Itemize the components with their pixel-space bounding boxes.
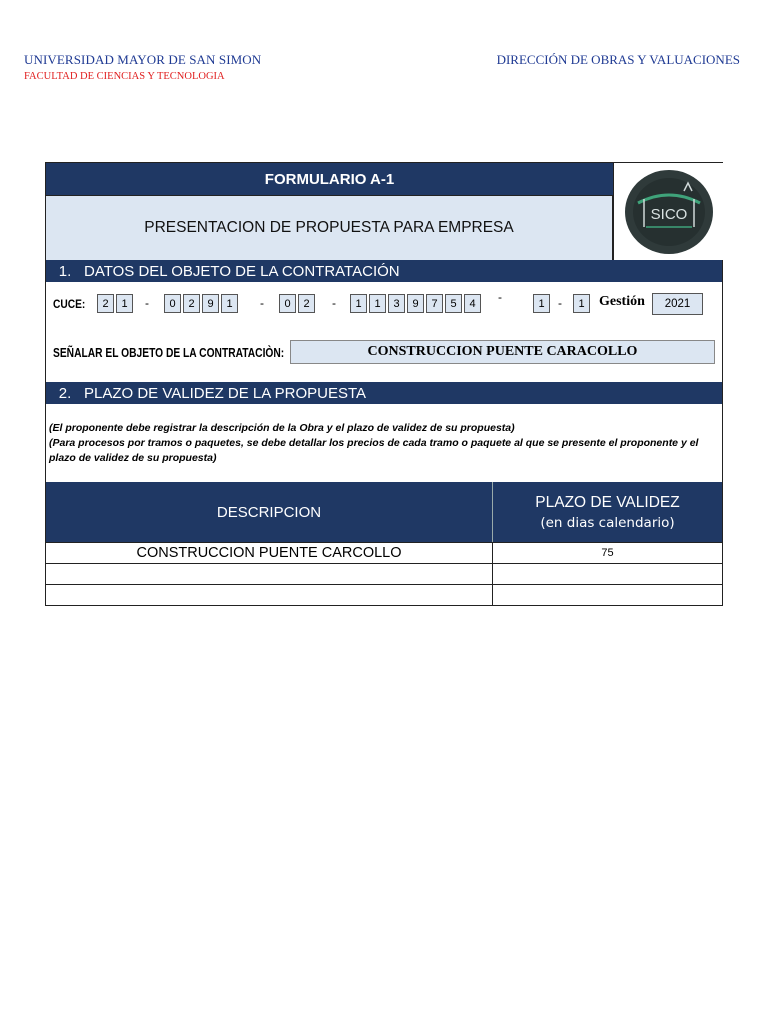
header-left [24,52,261,82]
cuce-digit[interactable]: 3 [388,294,405,313]
section-2-bar [46,382,722,404]
cuce-digit[interactable]: 1 [116,294,133,313]
cell-descripcion[interactable] [46,585,493,605]
cell-descripcion[interactable]: CONSTRUCCION PUENTE CARCOLLO [46,543,493,563]
cuce-dash: - [260,296,264,310]
cuce-digit[interactable]: 9 [202,294,219,313]
cell-plazo[interactable] [493,564,722,584]
section-1-title: DATOS DEL OBJETO DE LA CONTRATACIÓN [84,262,400,280]
objeto-field[interactable]: CONSTRUCCION PUENTE CARACOLLO [290,340,715,364]
cell-descripcion[interactable] [46,564,493,584]
column-header-descripcion: DESCRIPCION [46,482,493,542]
cuce-digit[interactable]: 0 [164,294,181,313]
cuce-digit[interactable]: 7 [426,294,443,313]
faculty-name: FACULTAD DE CIENCIAS Y TECNOLOGIA [24,71,225,82]
form-title: FORMULARIO A-1 [46,163,613,196]
table-row [46,563,722,584]
cuce-digit[interactable]: 0 [279,294,296,313]
cuce-digit[interactable]: 1 [221,294,238,313]
form-a1 [45,162,723,606]
direction-name: DIRECCIÓN DE OBRAS Y VALUACIONES [496,52,740,67]
cuce-digit[interactable]: 1 [573,294,590,313]
cuce-digit[interactable]: 2 [298,294,315,313]
table-header [46,482,722,542]
section-1-bar [46,260,722,282]
column-header-plazo-subtitle: (en dias calendario) [540,514,675,531]
gestion-field[interactable]: 2021 [652,293,703,315]
cuce-dash: - [332,296,336,310]
cuce-dash: - [498,290,502,304]
table-row [46,542,722,563]
section-2-number: 2. [58,384,72,402]
cuce-digit[interactable]: 1 [350,294,367,313]
gestion-label: Gestión [599,294,645,309]
note-line: (Para procesos por tramos o paquetes, se debe detallar los precios de cada tramo o paquete al que se presente el proponente y el plazo de validez de su propuesta) [49,437,699,464]
column-header-plazo-title: PLAZO DE VALIDEZ [535,493,680,511]
cuce-digit[interactable]: 9 [407,294,424,313]
cuce-digit[interactable]: 4 [464,294,481,313]
note-line: (El proponente debe registrar la descripción de la Obra y el plazo de validez de su propuesta) [49,422,515,434]
logo-text: SICO [650,205,687,223]
cuce-label: CUCE: [53,297,86,311]
section-2-title: PLAZO DE VALIDEZ DE LA PROPUESTA [84,384,367,402]
objeto-label: SEÑALAR EL OBJETO DE LA CONTRATACIÒN: [53,346,285,360]
university-name: UNIVERSIDAD MAYOR DE SAN SIMON [24,52,262,67]
instructions-note [49,421,721,466]
cell-plazo[interactable]: 75 [601,547,614,559]
cuce-digit[interactable]: 5 [445,294,462,313]
logo-cell [613,163,723,260]
cell-plazo[interactable] [493,585,722,605]
cuce-digit[interactable]: 1 [369,294,386,313]
cuce-digit[interactable]: 2 [183,294,200,313]
cuce-digit[interactable]: 1 [533,294,550,313]
table-row [46,584,722,605]
section-1-number: 1. [58,262,72,280]
column-header-plazo [493,482,722,542]
form-subtitle: PRESENTACION DE PROPUESTA PARA EMPRESA [46,196,613,260]
sico-logo-icon [624,169,714,255]
cuce-row [46,288,722,322]
cuce-dash: - [145,296,149,310]
cuce-dash: - [558,296,562,310]
cuce-digit[interactable]: 2 [97,294,114,313]
